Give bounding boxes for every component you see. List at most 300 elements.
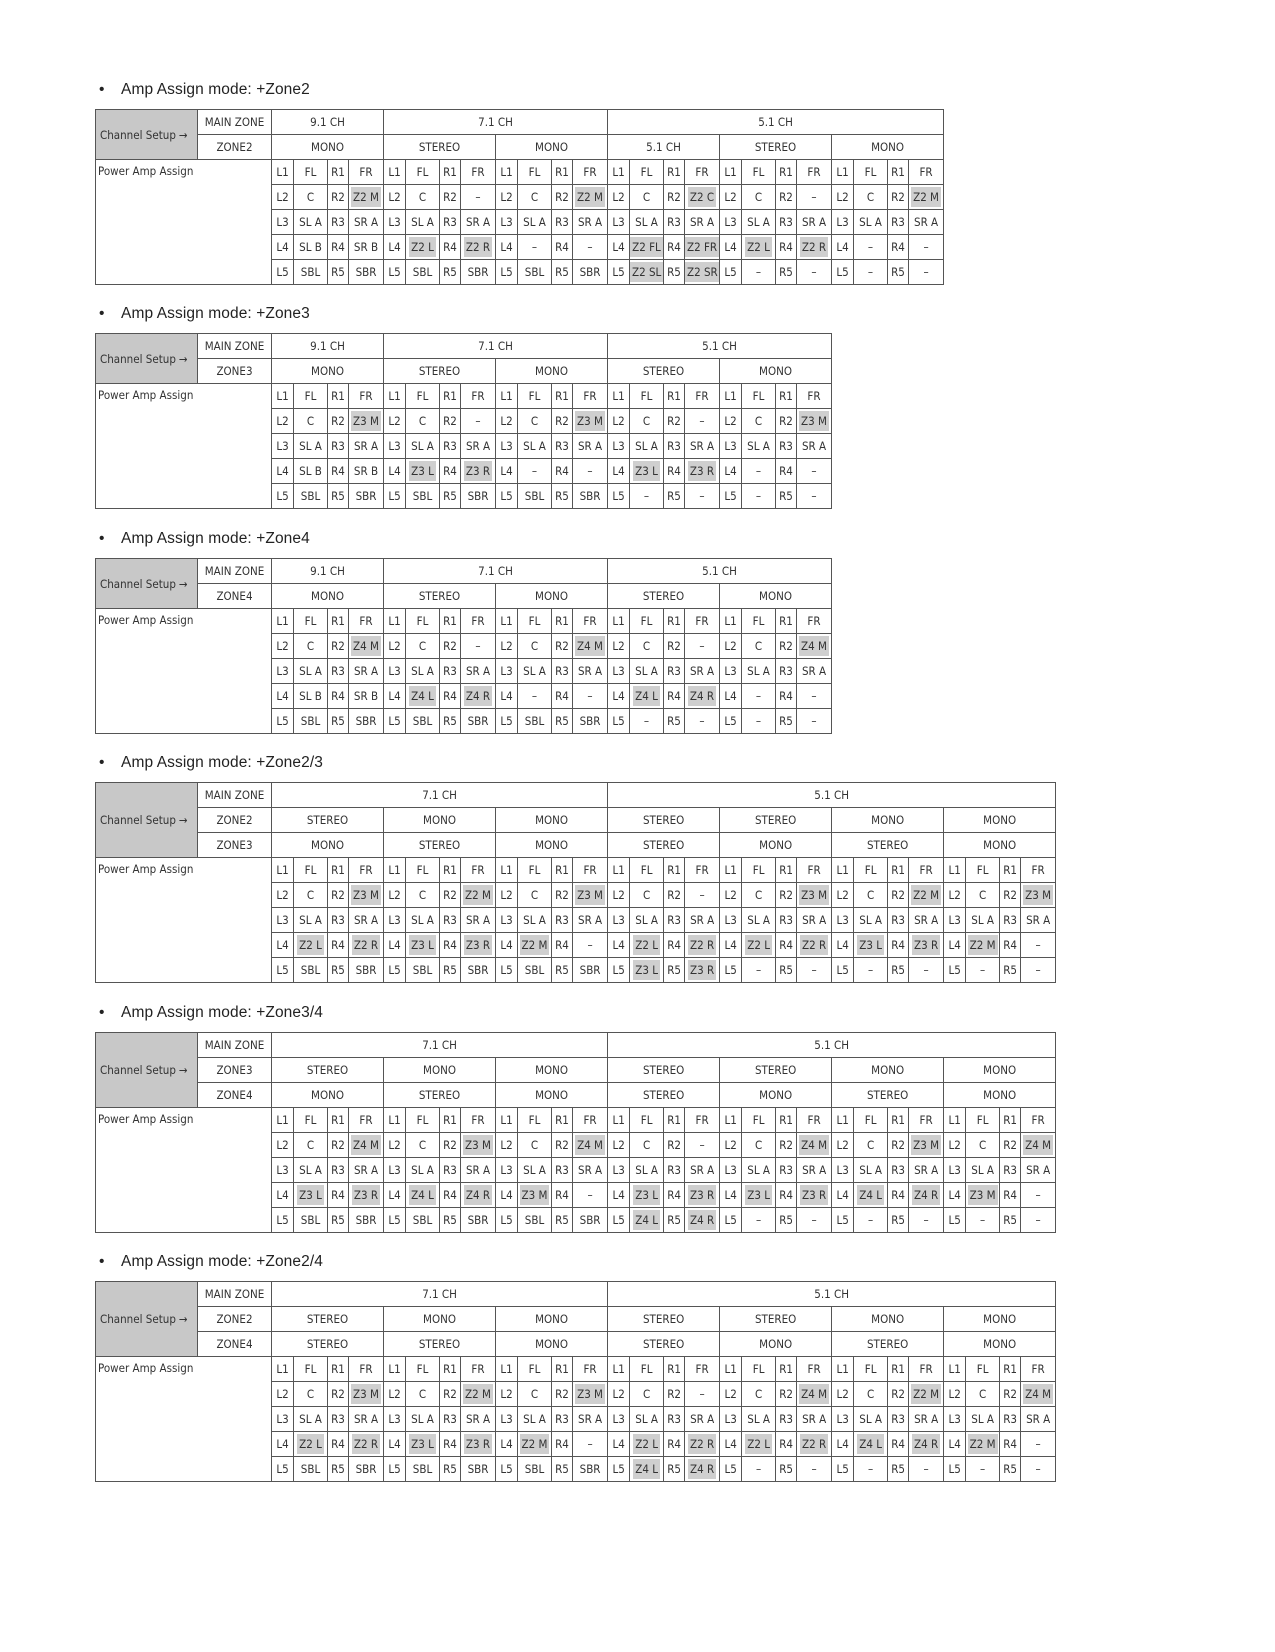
amp-terminal-cell: R1	[552, 1357, 573, 1382]
amp-terminal-cell: L5	[720, 260, 742, 285]
speaker-assign-cell: FR	[797, 1357, 832, 1382]
channel-mode-cell: 9.1 CH	[272, 559, 384, 584]
channel-mode-cell: STEREO	[720, 135, 832, 160]
speaker-assign-cell: C	[294, 883, 328, 908]
amp-terminal-cell: L5	[496, 484, 518, 509]
speaker-assign-cell: SBL	[406, 958, 440, 983]
zone-assignment-highlight: Z4 M	[351, 636, 381, 656]
speaker-assign-cell: SR A	[797, 908, 832, 933]
speaker-assign-cell	[685, 933, 720, 958]
amp-terminal-cell: R3	[328, 1407, 349, 1432]
zone-assignment-highlight: Z4 L	[409, 686, 436, 706]
amp-terminal-cell: R3	[328, 434, 349, 459]
channel-mode-cell: STEREO	[272, 1307, 384, 1332]
channel-mode-cell: MONO	[720, 1083, 832, 1108]
speaker-assign-cell: –	[742, 684, 776, 709]
channel-mode-cell: 9.1 CH	[272, 334, 384, 359]
amp-terminal-cell: R3	[776, 659, 797, 684]
speaker-assign-cell: SL A	[854, 210, 888, 235]
zone-assignment-highlight: Z2 M	[968, 1434, 998, 1454]
channel-mode-cell: MONO	[944, 1083, 1056, 1108]
amp-terminal-cell: L2	[608, 1133, 630, 1158]
amp-terminal-cell: R1	[440, 609, 461, 634]
speaker-assign-cell	[349, 883, 384, 908]
speaker-assign-cell	[461, 1133, 496, 1158]
speaker-assign-cell: –	[797, 1457, 832, 1482]
channel-mode-cell: 5.1 CH	[608, 135, 720, 160]
speaker-assign-cell: –	[685, 1133, 720, 1158]
speaker-assign-cell: FR	[685, 384, 720, 409]
amp-terminal-cell: L1	[720, 384, 742, 409]
amp-terminal-cell: L5	[496, 1457, 518, 1482]
speaker-assign-cell: –	[685, 709, 720, 734]
speaker-assign-cell	[573, 185, 608, 210]
channel-mode-cell: STEREO	[608, 1058, 720, 1083]
channel-setup-row	[96, 783, 1056, 808]
speaker-assign-cell	[461, 883, 496, 908]
amp-terminal-cell: L3	[384, 210, 406, 235]
zone-assignment-highlight: Z2 L	[409, 237, 436, 257]
zone-assignment-highlight: Z3 L	[633, 960, 660, 980]
speaker-assign-cell: C	[742, 185, 776, 210]
speaker-assign-cell	[742, 1432, 776, 1457]
amp-terminal-cell: L4	[272, 684, 294, 709]
speaker-assign-cell: SL A	[294, 210, 328, 235]
speaker-assign-cell: SR A	[797, 659, 832, 684]
amp-terminal-cell: L4	[496, 459, 518, 484]
channel-mode-cell: STEREO	[720, 1058, 832, 1083]
amp-terminal-cell: L5	[944, 1208, 966, 1233]
speaker-assign-cell: –	[518, 459, 552, 484]
amp-terminal-cell: L1	[496, 858, 518, 883]
amp-terminal-cell: L1	[608, 1108, 630, 1133]
bullet-icon: •	[99, 81, 105, 98]
bullet-icon: •	[99, 1004, 105, 1021]
amp-terminal-cell: R1	[440, 384, 461, 409]
speaker-assign-cell: –	[518, 235, 552, 260]
amp-terminal-cell: L4	[496, 1183, 518, 1208]
amp-terminal-cell: L2	[944, 883, 966, 908]
speaker-assign-cell: FL	[518, 858, 552, 883]
speaker-assign-cell: FR	[797, 858, 832, 883]
speaker-assign-cell: –	[797, 958, 832, 983]
speaker-assign-cell: SBR	[461, 1457, 496, 1482]
blank-cell	[198, 384, 272, 509]
speaker-assign-cell: C	[294, 409, 328, 434]
speaker-assign-cell: –	[797, 709, 832, 734]
amp-terminal-cell: L4	[944, 1432, 966, 1457]
amp-terminal-cell: R2	[664, 1133, 685, 1158]
amp-terminal-cell: L5	[608, 709, 630, 734]
speaker-assign-cell: FL	[406, 1357, 440, 1382]
speaker-assign-cell: FL	[518, 384, 552, 409]
amp-terminal-cell: L1	[384, 384, 406, 409]
amp-terminal-cell: L3	[720, 908, 742, 933]
channel-setup-label: Channel Setup	[100, 1063, 176, 1077]
zone-assignment-highlight: Z3 M	[799, 411, 829, 431]
speaker-assign-cell: SR A	[461, 210, 496, 235]
amp-terminal-cell: L2	[720, 1382, 742, 1407]
amp-terminal-cell: L5	[832, 958, 854, 983]
speaker-assign-cell: –	[854, 235, 888, 260]
speaker-assign-cell: FL	[518, 1357, 552, 1382]
amp-terminal-cell: R4	[1000, 1183, 1021, 1208]
speaker-assign-cell: –	[461, 634, 496, 659]
speaker-assign-cell: SL A	[518, 210, 552, 235]
channel-mode-cell: MONO	[496, 1058, 608, 1083]
channel-mode-cell: MONO	[720, 584, 832, 609]
zone-assignment-highlight: Z4 M	[799, 1135, 829, 1155]
channel-mode-cell: STEREO	[608, 359, 720, 384]
speaker-assign-cell	[630, 1208, 664, 1233]
zone-assignment-highlight: Z4 L	[633, 686, 660, 706]
speaker-assign-cell: –	[909, 260, 944, 285]
speaker-assign-cell: SL A	[406, 434, 440, 459]
amp-terminal-cell: R2	[552, 1133, 573, 1158]
amp-terminal-cell: R4	[328, 684, 349, 709]
speaker-assign-cell: SBR	[573, 1457, 608, 1482]
amp-terminal-cell: R5	[776, 958, 797, 983]
speaker-assign-cell: C	[518, 883, 552, 908]
channel-mode-cell: 5.1 CH	[608, 783, 1056, 808]
speaker-assign-cell	[518, 1432, 552, 1457]
amp-terminal-cell: R5	[328, 484, 349, 509]
zone-assignment-highlight: Z3 M	[520, 1185, 550, 1205]
amp-terminal-cell: L2	[832, 883, 854, 908]
speaker-assign-cell: –	[1021, 1457, 1056, 1482]
speaker-assign-cell: –	[854, 958, 888, 983]
zone-assignment-highlight: Z2 M	[911, 187, 941, 207]
speaker-assign-cell	[630, 684, 664, 709]
speaker-assign-cell	[630, 1457, 664, 1482]
amp-terminal-cell: R3	[664, 1158, 685, 1183]
speaker-assign-cell: SBR	[573, 958, 608, 983]
amp-terminal-cell: R2	[664, 1382, 685, 1407]
speaker-assign-cell: FR	[797, 160, 832, 185]
amp-terminal-cell: R5	[1000, 958, 1021, 983]
zone-assignment-highlight: Z2 C	[688, 187, 716, 207]
zone-assignment-highlight: Z2 R	[688, 935, 716, 955]
power-amp-row	[96, 858, 1056, 883]
power-amp-row	[96, 609, 832, 634]
zone-assignment-highlight: Z2 M	[911, 885, 941, 905]
speaker-assign-cell: SR A	[349, 1158, 384, 1183]
channel-mode-cell: MONO	[944, 808, 1056, 833]
channel-mode-cell: STEREO	[384, 1083, 496, 1108]
speaker-assign-cell: SR A	[797, 210, 832, 235]
speaker-assign-cell	[685, 1432, 720, 1457]
amp-terminal-cell: L3	[496, 908, 518, 933]
zone-assignment-highlight: Z4 L	[409, 1185, 436, 1205]
amp-terminal-cell: R1	[664, 609, 685, 634]
speaker-assign-cell: C	[630, 634, 664, 659]
amp-terminal-cell: R1	[440, 1357, 461, 1382]
speaker-assign-cell: SR A	[461, 659, 496, 684]
amp-terminal-cell: L4	[496, 235, 518, 260]
speaker-assign-cell: C	[518, 634, 552, 659]
speaker-assign-cell: C	[406, 1382, 440, 1407]
speaker-assign-cell: SBL	[406, 1457, 440, 1482]
amp-terminal-cell: R2	[776, 883, 797, 908]
speaker-assign-cell: –	[742, 260, 776, 285]
amp-terminal-cell: R2	[440, 1133, 461, 1158]
amp-terminal-cell: R1	[664, 1357, 685, 1382]
speaker-assign-cell: SR A	[349, 908, 384, 933]
amp-terminal-cell: L1	[720, 609, 742, 634]
speaker-assign-cell: FR	[909, 1108, 944, 1133]
zone-assignment-highlight: Z3 R	[688, 1185, 716, 1205]
zone-assignment-highlight: Z2 R	[800, 935, 828, 955]
speaker-assign-cell: –	[909, 235, 944, 260]
zone-assignment-highlight: Z3 L	[857, 935, 884, 955]
amp-terminal-cell: L1	[496, 160, 518, 185]
speaker-assign-cell: FL	[294, 1357, 328, 1382]
amp-terminal-cell: L4	[608, 459, 630, 484]
speaker-assign-cell: FL	[630, 384, 664, 409]
amp-terminal-cell: L5	[832, 1457, 854, 1482]
zone-assignment-highlight: Z3 M	[911, 1135, 941, 1155]
amp-terminal-cell: L4	[496, 933, 518, 958]
amp-terminal-cell: R2	[664, 409, 685, 434]
speaker-assign-cell: SR A	[685, 434, 720, 459]
channel-mode-cell: MONO	[832, 808, 944, 833]
channel-mode-cell: 5.1 CH	[608, 1282, 1056, 1307]
speaker-assign-cell: SBR	[349, 709, 384, 734]
amp-terminal-cell: R2	[328, 1382, 349, 1407]
zone-assignment-highlight: Z2 L	[297, 1434, 324, 1454]
amp-terminal-cell: R1	[776, 858, 797, 883]
amp-terminal-cell: R1	[440, 1108, 461, 1133]
speaker-assign-cell: FR	[349, 858, 384, 883]
amp-terminal-cell: R3	[888, 210, 909, 235]
amp-terminal-cell: L1	[608, 858, 630, 883]
speaker-assign-cell: FR	[797, 384, 832, 409]
amp-terminal-cell: R4	[552, 235, 573, 260]
amp-terminal-cell: L1	[608, 384, 630, 409]
speaker-assign-cell	[518, 1183, 552, 1208]
amp-terminal-cell: L2	[720, 185, 742, 210]
zone-assignment-highlight: Z3 L	[745, 1185, 772, 1205]
amp-terminal-cell: L2	[384, 883, 406, 908]
speaker-assign-cell	[685, 185, 720, 210]
amp-terminal-cell: L5	[272, 260, 294, 285]
speaker-assign-cell: SBL	[294, 1457, 328, 1482]
speaker-assign-cell: SR A	[349, 1407, 384, 1432]
amp-terminal-cell: L4	[832, 1183, 854, 1208]
amp-terminal-cell: L1	[496, 609, 518, 634]
channel-mode-cell: STEREO	[720, 1307, 832, 1332]
speaker-assign-cell	[854, 1432, 888, 1457]
amp-terminal-cell: L2	[272, 409, 294, 434]
speaker-assign-cell: FR	[685, 1357, 720, 1382]
speaker-assign-cell: C	[406, 1133, 440, 1158]
channel-setup-row	[96, 808, 1056, 833]
speaker-assign-cell	[573, 1133, 608, 1158]
speaker-assign-cell: FR	[461, 609, 496, 634]
amp-terminal-cell: L2	[384, 1382, 406, 1407]
speaker-assign-cell: FL	[518, 1108, 552, 1133]
speaker-assign-cell	[966, 1432, 1000, 1457]
amp-terminal-cell: R3	[664, 1407, 685, 1432]
speaker-assign-cell: FL	[742, 160, 776, 185]
amp-terminal-cell: L5	[496, 709, 518, 734]
speaker-assign-cell: SBR	[461, 260, 496, 285]
speaker-assign-cell: C	[630, 1382, 664, 1407]
speaker-assign-cell: SR A	[797, 1158, 832, 1183]
amp-terminal-cell: L4	[608, 1183, 630, 1208]
amp-terminal-cell: R3	[440, 1407, 461, 1432]
power-amp-assign-label: Power Amp Assign	[96, 160, 198, 285]
speaker-assign-cell: SL A	[854, 1407, 888, 1432]
speaker-assign-cell: FL	[294, 609, 328, 634]
zone-label: ZONE2	[198, 135, 272, 160]
amp-terminal-cell: R3	[664, 659, 685, 684]
speaker-assign-cell: –	[742, 459, 776, 484]
amp-terminal-cell: L2	[832, 185, 854, 210]
amp-terminal-cell: L5	[608, 484, 630, 509]
speaker-assign-cell: FL	[294, 1108, 328, 1133]
zone-assignment-highlight: Z2 L	[745, 237, 772, 257]
speaker-assign-cell: SR A	[349, 659, 384, 684]
amp-terminal-cell: L4	[944, 1183, 966, 1208]
speaker-assign-cell: SR A	[1021, 908, 1056, 933]
speaker-assign-cell: –	[797, 260, 832, 285]
amp-terminal-cell: R3	[440, 434, 461, 459]
amp-terminal-cell: L1	[832, 1357, 854, 1382]
amp-terminal-cell: L1	[384, 1357, 406, 1382]
channel-setup-row	[96, 359, 832, 384]
amp-terminal-cell: R5	[888, 1457, 909, 1482]
channel-setup-header	[96, 1033, 198, 1108]
amp-terminal-cell: R4	[440, 1183, 461, 1208]
amp-terminal-cell: L1	[384, 858, 406, 883]
amp-terminal-cell: R2	[552, 634, 573, 659]
amp-terminal-cell: L3	[496, 659, 518, 684]
amp-terminal-cell: R5	[328, 709, 349, 734]
speaker-assign-cell	[406, 933, 440, 958]
amp-terminal-cell: L3	[272, 1407, 294, 1432]
speaker-assign-cell: –	[1021, 958, 1056, 983]
speaker-assign-cell: SR A	[573, 1407, 608, 1432]
amp-terminal-cell: R1	[888, 160, 909, 185]
channel-mode-cell: STEREO	[608, 1307, 720, 1332]
zone-assignment-highlight: Z4 R	[912, 1434, 940, 1454]
speaker-assign-cell: FL	[406, 1108, 440, 1133]
amp-terminal-cell: L1	[832, 1108, 854, 1133]
amp-terminal-cell: R5	[1000, 1457, 1021, 1482]
zone-assignment-highlight: Z3 L	[409, 935, 436, 955]
speaker-assign-cell: FR	[573, 160, 608, 185]
speaker-assign-cell: SBR	[349, 1208, 384, 1233]
amp-terminal-cell: R1	[328, 1108, 349, 1133]
speaker-assign-cell: SL A	[294, 659, 328, 684]
channel-mode-cell: STEREO	[384, 833, 496, 858]
zone-assignment-highlight: Z4 L	[857, 1185, 884, 1205]
speaker-assign-cell: –	[685, 409, 720, 434]
amp-terminal-cell: L5	[384, 709, 406, 734]
amp-terminal-cell: R3	[888, 1407, 909, 1432]
amp-terminal-cell: R2	[552, 1382, 573, 1407]
amp-terminal-cell: R5	[664, 260, 685, 285]
channel-mode-cell: MONO	[832, 1058, 944, 1083]
channel-setup-header	[96, 334, 198, 384]
speaker-assign-cell: –	[742, 484, 776, 509]
channel-mode-cell: MONO	[272, 359, 384, 384]
speaker-assign-cell	[797, 1432, 832, 1457]
zone-assignment-highlight: Z4 M	[575, 1135, 605, 1155]
channel-mode-cell: STEREO	[720, 808, 832, 833]
channel-mode-cell: MONO	[496, 833, 608, 858]
arrow-right-icon: →	[178, 1063, 188, 1077]
amp-terminal-cell: L2	[272, 634, 294, 659]
speaker-assign-cell: FL	[630, 1108, 664, 1133]
speaker-assign-cell: FL	[854, 1108, 888, 1133]
amp-terminal-cell: L2	[720, 634, 742, 659]
amp-terminal-cell: R4	[664, 1432, 685, 1457]
zone-assignment-highlight: Z3 R	[912, 935, 940, 955]
amp-terminal-cell: L1	[944, 1357, 966, 1382]
speaker-assign-cell: FL	[742, 609, 776, 634]
speaker-assign-cell: C	[630, 883, 664, 908]
power-amp-assign-label: Power Amp Assign	[96, 609, 198, 734]
amp-terminal-cell: R2	[328, 883, 349, 908]
speaker-assign-cell	[406, 684, 440, 709]
speaker-assign-cell: SR A	[461, 1158, 496, 1183]
amp-terminal-cell: R5	[552, 1208, 573, 1233]
amp-terminal-cell: R5	[552, 709, 573, 734]
amp-terminal-cell: R1	[888, 858, 909, 883]
speaker-assign-cell: –	[742, 1208, 776, 1233]
amp-terminal-cell: L2	[384, 1133, 406, 1158]
amp-terminal-cell: R4	[440, 235, 461, 260]
amp-terminal-cell: L2	[720, 1133, 742, 1158]
amp-terminal-cell: R5	[552, 260, 573, 285]
zone-assignment-highlight: Z2 L	[297, 935, 324, 955]
amp-terminal-cell: L4	[384, 1183, 406, 1208]
channel-mode-cell: MONO	[944, 1307, 1056, 1332]
channel-mode-cell: STEREO	[608, 808, 720, 833]
amp-terminal-cell: L2	[272, 185, 294, 210]
speaker-assign-cell: –	[518, 684, 552, 709]
speaker-assign-cell: SBR	[461, 709, 496, 734]
amp-terminal-cell: L1	[608, 1357, 630, 1382]
channel-setup-row	[96, 110, 944, 135]
amp-terminal-cell: L1	[944, 858, 966, 883]
zone-assignment-highlight: Z4 R	[464, 1185, 492, 1205]
speaker-assign-cell: C	[630, 409, 664, 434]
bullet-icon: •	[99, 530, 105, 547]
amp-terminal-cell: R2	[776, 1382, 797, 1407]
amp-terminal-cell: L4	[272, 235, 294, 260]
amp-terminal-cell: R5	[664, 1208, 685, 1233]
amp-terminal-cell: R1	[664, 384, 685, 409]
amp-terminal-cell: R3	[552, 1158, 573, 1183]
speaker-assign-cell: FR	[685, 160, 720, 185]
speaker-assign-cell: FL	[966, 858, 1000, 883]
amp-terminal-cell: R4	[328, 1432, 349, 1457]
zone-assignment-highlight: Z3 L	[297, 1185, 324, 1205]
amp-terminal-cell: L5	[272, 484, 294, 509]
amp-terminal-cell: L4	[720, 459, 742, 484]
amp-assign-table	[95, 558, 832, 734]
speaker-assign-cell: FL	[742, 384, 776, 409]
zone-assignment-highlight: Z2 R	[800, 237, 828, 257]
speaker-assign-cell: –	[461, 185, 496, 210]
amp-terminal-cell: L4	[496, 1432, 518, 1457]
speaker-assign-cell: SBR	[461, 958, 496, 983]
amp-terminal-cell: L4	[944, 933, 966, 958]
channel-setup-header	[96, 1282, 198, 1357]
